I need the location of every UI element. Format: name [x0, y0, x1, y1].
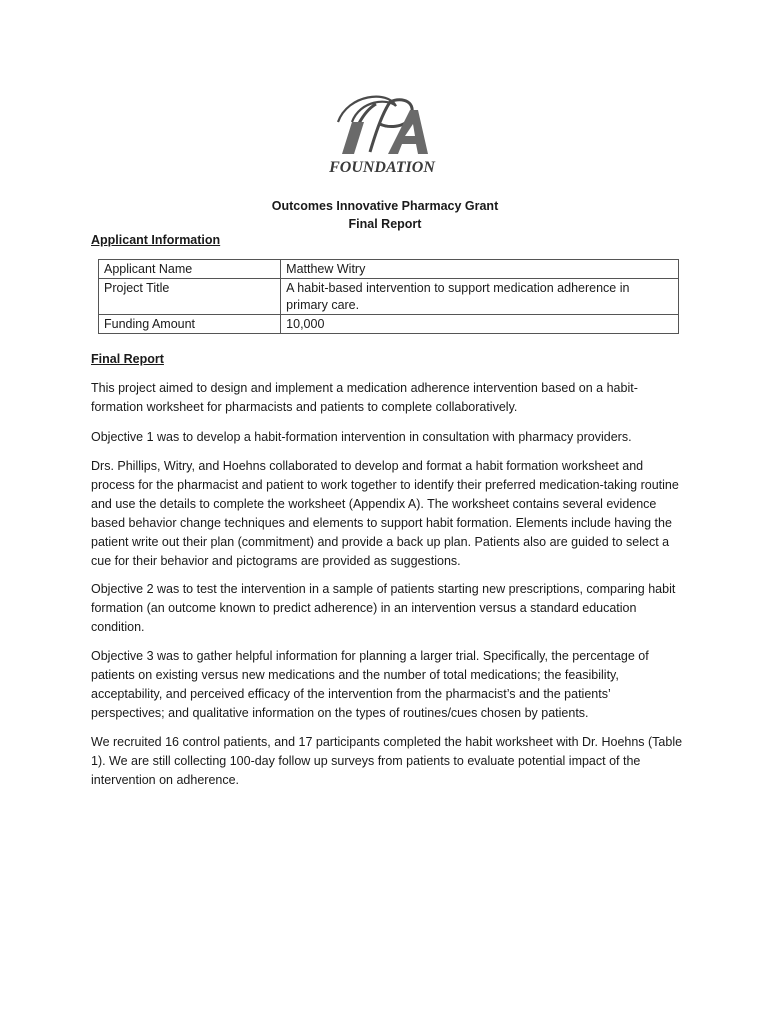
funding-amount-value: 10,000 — [281, 315, 679, 334]
paragraph-worksheet-development: Drs. Phillips, Witry, and Hoehns collaborated to develop and format a habit formation worksheet and process for the pharmacist and patient to work together to identify their preferred medication-taking routine and use the details to complete the worksheet (Appendix A). The worksheet contains several evidence based behavior change techniques and elements to support habit formation. Elements include having the patient write out their plan (commitment) and provide a back up plan. Patients also are guided to select a cue for their behavior and pictograms are provided as suggestions. — [91, 459, 679, 568]
paragraph-objective-1: Objective 1 was to develop a habit-formation intervention in consultation with pharmacy providers. — [91, 430, 632, 444]
applicant-info-table — [98, 259, 679, 334]
paragraph-recruitment: We recruited 16 control patients, and 17 participants completed the habit worksheet with Dr. Hoehns (Table 1). We are still collecting 100-day follow up surveys from patients to evaluate potential impact of the intervention on adherence. — [91, 735, 683, 787]
table-row — [99, 260, 679, 279]
table-row — [99, 315, 679, 334]
title-line-1: Outcomes Innovative Pharmacy Grant — [271, 199, 499, 213]
paragraph-objective-2: Objective 2 was to test the intervention in a sample of patients starting new prescriptions, comparing habit formation (an outcome known to predict adherence) in an intervention versus a standard education condition. — [91, 582, 676, 634]
applicant-name-label: Applicant Name — [99, 260, 281, 279]
funding-amount-label: Funding Amount — [99, 315, 281, 334]
project-title-label: Project Title — [99, 279, 281, 315]
table-row — [99, 279, 679, 315]
report-title — [0, 197, 770, 233]
applicant-name-value: Matthew Witry — [281, 260, 679, 279]
final-report-heading: Final Report — [91, 352, 164, 366]
paragraph-project-aim: This project aimed to design and implement a medication adherence intervention based on a habit-formation worksheet for pharmacists and patients to complete collaboratively. — [91, 381, 638, 414]
applicant-information-heading: Applicant Information — [91, 233, 221, 247]
title-line-2: Final Report — [348, 217, 422, 231]
project-title-value: A habit-based intervention to support medication adherence in primary care. — [281, 279, 679, 315]
logo-wordmark: FOUNDATION — [329, 159, 435, 176]
ipa-foundation-logo — [318, 92, 448, 178]
paragraph-objective-3: Objective 3 was to gather helpful information for planning a larger trial. Specifically, the percentage of patients on existing versus new medications and the number of total medications; the feasibility, acceptability, and perceived efficacy of the intervention from the pharmacist’s and the patients’ perspectives; and qualitative information on the types of routines/cues chosen by patients. — [91, 649, 649, 720]
